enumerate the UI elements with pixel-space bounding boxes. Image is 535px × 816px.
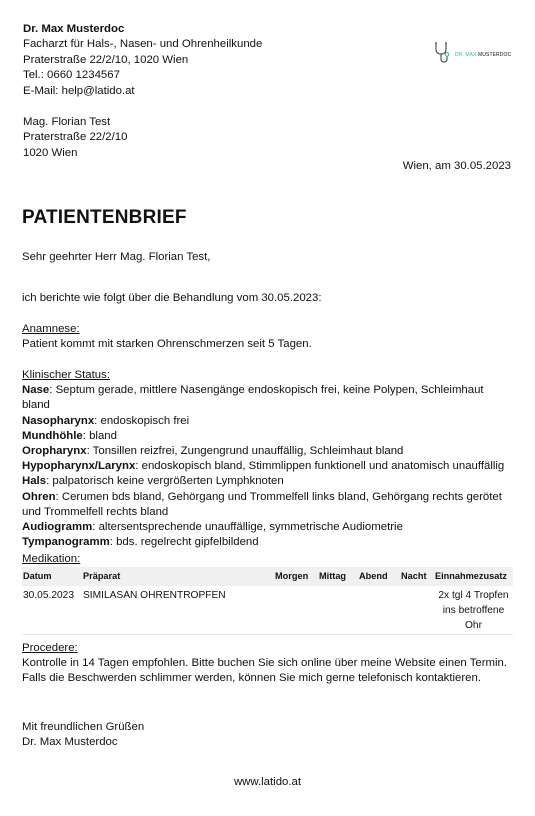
status-item <box>22 383 514 413</box>
sender-block <box>23 22 262 99</box>
status-text: : Tonsillen reizfrei, Zungengrund unauffällig, Schleimhaut bland <box>86 445 404 458</box>
status-label: Nasopharynx <box>22 414 95 427</box>
cell-nacht <box>400 586 434 635</box>
cell-mittag <box>318 586 358 635</box>
medication-section <box>22 552 514 635</box>
sender-address: Praterstraße 22/2/10, 1020 Wien <box>23 53 189 66</box>
status-item <box>22 535 514 550</box>
sender-email: E-Mail: help@latido.at <box>23 84 135 97</box>
letter-title: PATIENTENBRIEF <box>22 207 187 228</box>
status-text: : bds. regelrecht gipfelbildend <box>109 536 259 549</box>
col-einnahmezusatz: Einnahmezusatz <box>434 567 513 586</box>
status-item <box>22 520 514 535</box>
status-label: Audiogramm <box>22 521 93 534</box>
col-mittag: Mittag <box>318 567 358 586</box>
closing-signature: Dr. Max Musterdoc <box>22 736 118 749</box>
cell-einnahmezusatz: 2x tgl 4 Tropfen ins betroffene Ohr <box>434 586 513 635</box>
status-text: : Septum gerade, mittlere Nasengänge endoskopisch frei, keine Polypen, Schleimhaut bland <box>22 384 484 412</box>
recipient-street: Praterstraße 22/2/10 <box>23 131 128 144</box>
status-label: Nase <box>22 384 50 397</box>
recipient-block <box>23 115 127 161</box>
status-item <box>22 459 514 474</box>
sender-name: Dr. Max Musterdoc <box>23 23 125 35</box>
status-item <box>22 414 514 429</box>
col-praeparat: Präparat <box>82 567 274 586</box>
cell-datum: 30.05.2023 <box>22 586 82 635</box>
status-label: Ohren <box>22 490 56 503</box>
col-nacht: Nacht <box>400 567 434 586</box>
anamnese-heading: Anamnese: <box>22 323 80 335</box>
sender-phone: Tel.: 0660 1234567 <box>23 69 120 82</box>
practice-logo <box>433 40 513 66</box>
cell-morgen <box>274 586 318 635</box>
cell-abend <box>358 586 400 635</box>
status-item <box>22 444 514 459</box>
status-item <box>22 429 514 444</box>
status-item <box>22 474 514 489</box>
footer-website-link[interactable]: www.latido.at <box>233 776 302 788</box>
status-text: : Cerumen bds bland, Gehörgang und Trommelfell links bland, Gehörgang rechts gerötet und Trommelfell rechts bland <box>22 490 502 518</box>
col-datum: Datum <box>22 567 82 586</box>
intro-text: ich berichte wie folgt über die Behandlung vom 30.05.2023: <box>22 292 322 304</box>
col-morgen: Morgen <box>274 567 318 586</box>
sender-specialty: Facharzt für Hals-, Nasen- und Ohrenheilkunde <box>23 38 263 51</box>
status-label: Hypopharynx/Larynx <box>22 460 136 473</box>
status-text: : altersentsprechende unauffällige, symmetrische Audiometrie <box>92 521 403 534</box>
status-text: : bland <box>82 429 117 442</box>
col-abend: Abend <box>358 567 400 586</box>
procedere-section <box>22 641 514 687</box>
status-label: Oropharynx <box>22 445 87 458</box>
logo-dr: DR. MAX <box>455 52 477 58</box>
status-text: : endoskopisch bland, Stimmlippen funktionell und anatomisch unauffällig <box>135 460 505 473</box>
closing-greeting: Mit freundlichen Grüßen <box>22 721 145 733</box>
cell-praeparat: SIMILASAN OHRENTROPFEN <box>82 586 274 635</box>
procedere-line-2: Falls die Beschwerden schlimmer werden, können Sie mich gerne telefonisch kontaktieren. <box>22 672 482 685</box>
status-text: : palpatorisch keine vergrößerten Lymphknoten <box>46 475 284 488</box>
procedere-heading: Procedere: <box>22 642 78 654</box>
recipient-city: 1020 Wien <box>23 146 78 159</box>
logo-name: MUSTERDOC <box>478 52 512 58</box>
anamnese-section <box>22 322 514 352</box>
closing-block <box>22 720 144 751</box>
table-header-row <box>22 567 513 586</box>
status-item <box>22 490 514 520</box>
status-label: Hals <box>22 475 47 488</box>
stethoscope-icon <box>433 41 453 65</box>
status-label: Tympanogramm <box>22 536 110 549</box>
salutation: Sehr geehrter Herr Mag. Florian Test, <box>22 251 211 263</box>
status-text: : endoskopisch frei <box>94 414 190 427</box>
anamnese-text: Patient kommt mit starken Ohrenschmerzen seit 5 Tagen. <box>22 338 312 351</box>
medication-table <box>22 567 513 635</box>
recipient-name: Mag. Florian Test <box>23 116 111 128</box>
medication-heading: Medikation: <box>22 553 81 565</box>
letter-date: Wien, am 30.05.2023 <box>402 160 511 172</box>
table-row <box>22 586 513 635</box>
status-label: Mundhöhle <box>22 429 83 442</box>
procedere-line-1: Kontrolle in 14 Tagen empfohlen. Bitte buchen Sie sich online über meine Website einen Termin. <box>22 657 508 670</box>
clinical-status-heading: Klinischer Status: <box>22 369 110 381</box>
clinical-status-section <box>22 368 514 550</box>
